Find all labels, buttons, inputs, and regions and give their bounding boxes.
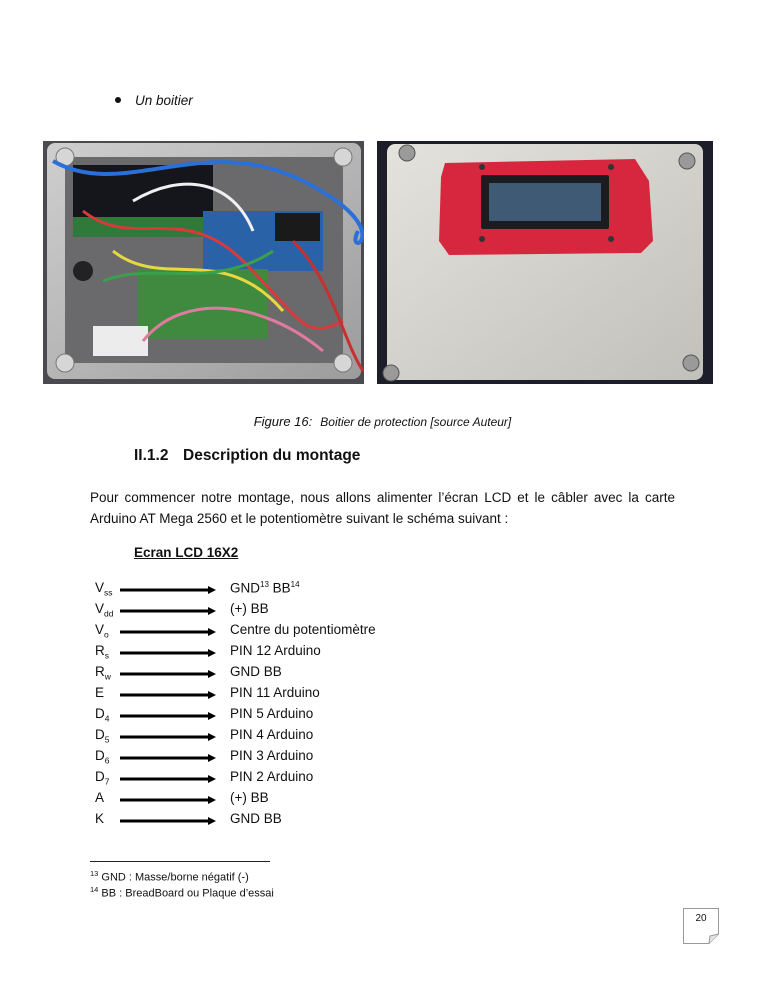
pin-label: K [95, 811, 105, 826]
pin-row [95, 685, 495, 706]
footnote-14 [90, 885, 274, 900]
pin-destination: (+) BB [230, 601, 269, 616]
section-number: II.1.2 [134, 447, 169, 464]
arrow-right-icon [120, 710, 216, 722]
section-title: Description du montage [183, 447, 361, 464]
pin-row [95, 706, 495, 727]
footnote-number: 13 [90, 869, 99, 878]
pin-label: E [95, 685, 105, 700]
pin-row [95, 601, 495, 622]
pin-row [95, 622, 495, 643]
pin-label: A [95, 790, 105, 805]
page-number: 20 [695, 913, 707, 924]
pin-destination: PIN 2 Arduino [230, 769, 314, 784]
pin-destination: (+) BB [230, 790, 269, 805]
arrow-right-icon [120, 794, 216, 806]
pin-label: $V_{ss}$ [95, 580, 113, 598]
arrow-right-icon [120, 605, 216, 617]
photo-closed-enclosure [377, 141, 713, 384]
figure-caption-text: Boitier de protection [source Auteur] [320, 415, 512, 429]
pin-destination: GND BB [230, 664, 282, 679]
pin-row [95, 664, 495, 685]
arrow-right-icon [120, 773, 216, 785]
pin-label: $V_o$ [95, 622, 109, 640]
pin-label: $D_7$ [95, 769, 110, 787]
pin-label: $R_s$ [95, 643, 109, 661]
photo-open-enclosure [43, 141, 364, 384]
pin-row [95, 790, 495, 811]
pin-destination: PIN 12 Arduino [230, 643, 321, 658]
arrow-right-icon [120, 731, 216, 743]
bullet-text: Un boitier [135, 93, 193, 108]
pin-label: $D_4$ [95, 706, 110, 724]
footnote-13 [90, 869, 249, 884]
figure-label: Figure 16: [253, 414, 313, 429]
figure-caption [0, 414, 765, 429]
pin-row [95, 811, 495, 832]
footnote-text: BB : BreadBoard ou Plaque d’essai [101, 887, 274, 900]
arrow-right-icon [120, 584, 216, 596]
arrow-right-icon [120, 752, 216, 764]
pin-row [95, 769, 495, 790]
pin-label: $D_5$ [95, 727, 110, 745]
pin-destination: PIN 5 Arduino [230, 706, 314, 721]
footnote-separator [90, 861, 270, 862]
footnote-text: GND : Masse/borne négatif (-) [101, 871, 249, 884]
bullet-point [115, 97, 121, 103]
body-paragraph: Pour commencer notre montage, nous allons alimenter l’écran LCD et le câbler avec la carte Arduino AT Mega 2560 et le potentiomètre suivant le schéma suivant : [90, 490, 675, 526]
arrow-right-icon [120, 626, 216, 638]
pin-label: $V_{dd}$ [95, 601, 114, 619]
pin-row [95, 727, 495, 748]
arrow-right-icon [120, 647, 216, 659]
arrow-right-icon [120, 815, 216, 827]
pin-destination: GND BB [230, 811, 282, 826]
arrow-right-icon [120, 689, 216, 701]
pin-label: $R_w$ [95, 664, 111, 682]
pin-destination: GND$^{13}$ BB$^{14}$ [230, 580, 300, 596]
arrow-right-icon [120, 668, 216, 680]
pin-destination: PIN 11 Arduino [230, 685, 320, 700]
pin-destination: PIN 4 Arduino [230, 727, 314, 742]
section-heading [134, 447, 360, 465]
page-number-box [683, 908, 719, 944]
pin-row [95, 580, 495, 601]
pin-destination: PIN 3 Arduino [230, 748, 314, 763]
footnote-number: 14 [90, 885, 99, 894]
pin-label: $D_6$ [95, 748, 110, 766]
pin-destination: Centre du potentiomètre [230, 622, 376, 637]
pin-row [95, 643, 495, 664]
lcd-subheading: Ecran LCD 16X2 [134, 545, 239, 560]
pin-row [95, 748, 495, 769]
